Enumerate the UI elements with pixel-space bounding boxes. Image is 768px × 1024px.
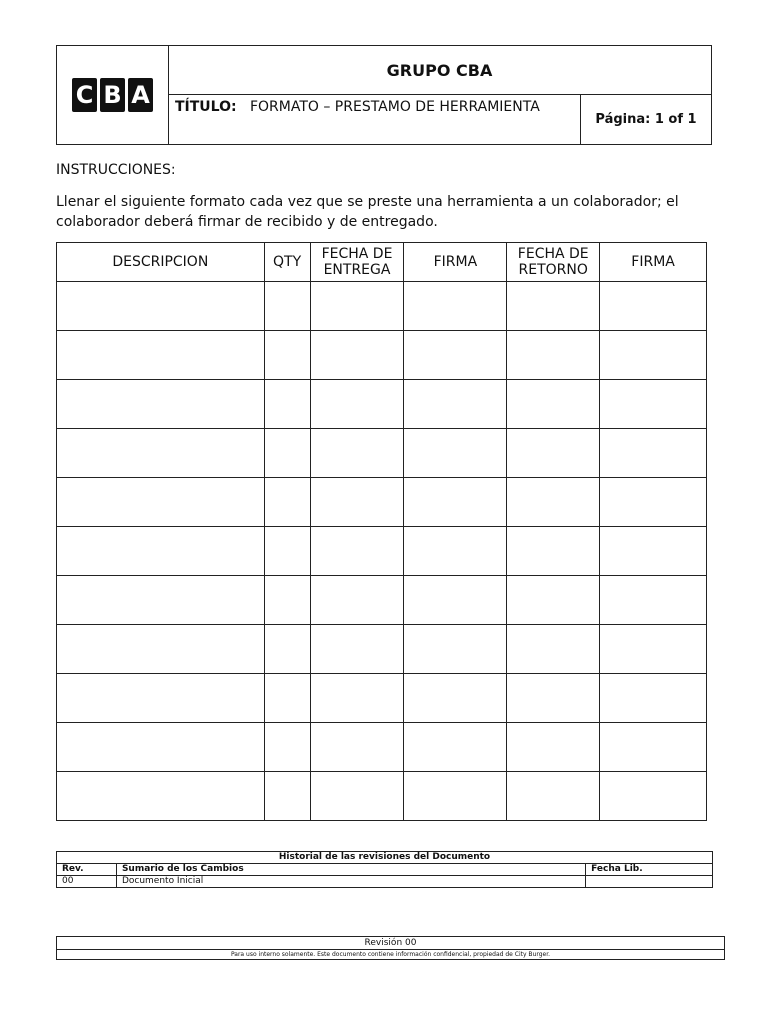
firma-entrega-cell[interactable] <box>404 282 507 331</box>
table-row <box>57 527 707 576</box>
summary-header: Sumario de los Cambios <box>116 864 585 876</box>
fecha-retorno-cell[interactable] <box>507 282 600 331</box>
firma-retorno-cell[interactable] <box>600 282 707 331</box>
loan-table <box>56 242 707 821</box>
table-row <box>57 282 707 331</box>
instructions-body: Llenar el siguiente formato cada vez que se preste una herramienta a un colaborador; el colaborador deberá firmar de recibido y de entregado. <box>56 194 679 230</box>
descripcion-cell[interactable] <box>57 723 265 772</box>
logo-letter-c: C <box>72 78 97 112</box>
qty-cell[interactable] <box>264 478 310 527</box>
firma-entrega-cell[interactable] <box>404 576 507 625</box>
firma-retorno-cell[interactable] <box>600 429 707 478</box>
col-firma-retorno: FIRMA <box>600 243 707 282</box>
page-number: Página: 1 of 1 <box>580 94 711 144</box>
firma-entrega-cell[interactable] <box>404 625 507 674</box>
qty-cell[interactable] <box>264 625 310 674</box>
descripcion-cell[interactable] <box>57 527 265 576</box>
descripcion-cell[interactable] <box>57 625 265 674</box>
fecha-entrega-cell[interactable] <box>310 674 404 723</box>
firma-retorno-cell[interactable] <box>600 576 707 625</box>
fecha-retorno-cell[interactable] <box>507 527 600 576</box>
fecha-entrega-cell[interactable] <box>310 527 404 576</box>
descripcion-cell[interactable] <box>57 331 265 380</box>
table-row <box>57 723 707 772</box>
footer-notice: Para uso interno solamente. Este documento contiene información confidencial, propiedad de City Burger. <box>57 950 725 960</box>
date-header: Fecha Lib. <box>586 864 713 876</box>
firma-retorno-cell[interactable] <box>600 478 707 527</box>
firma-entrega-cell[interactable] <box>404 331 507 380</box>
qty-cell[interactable] <box>264 282 310 331</box>
fecha-retorno-cell[interactable] <box>507 723 600 772</box>
loan-table-header <box>57 243 707 282</box>
firma-entrega-cell[interactable] <box>404 380 507 429</box>
descripcion-cell[interactable] <box>57 380 265 429</box>
instructions-heading: INSTRUCCIONES: <box>56 162 176 178</box>
table-row <box>57 478 707 527</box>
firma-entrega-cell[interactable] <box>404 429 507 478</box>
col-descripcion: DESCRIPCION <box>57 243 265 282</box>
firma-entrega-cell[interactable] <box>404 674 507 723</box>
fecha-entrega-cell[interactable] <box>310 380 404 429</box>
table-row <box>57 772 707 821</box>
descripcion-cell[interactable] <box>57 576 265 625</box>
fecha-retorno-cell[interactable] <box>507 625 600 674</box>
col-firma-entrega: FIRMA <box>404 243 507 282</box>
footer-revision: Revisión 00 <box>57 937 725 950</box>
firma-retorno-cell[interactable] <box>600 380 707 429</box>
date-value <box>586 876 713 888</box>
logo-cell <box>57 46 169 144</box>
firma-retorno-cell[interactable] <box>600 527 707 576</box>
document-title <box>175 98 575 142</box>
qty-cell[interactable] <box>264 527 310 576</box>
fecha-entrega-cell[interactable] <box>310 429 404 478</box>
logo-letter-b: B <box>100 78 125 112</box>
fecha-retorno-cell[interactable] <box>507 380 600 429</box>
firma-retorno-cell[interactable] <box>600 674 707 723</box>
fecha-entrega-cell[interactable] <box>310 576 404 625</box>
fecha-retorno-cell[interactable] <box>507 478 600 527</box>
col-fecha-entrega: FECHA DE ENTREGA <box>310 243 404 282</box>
fecha-entrega-cell[interactable] <box>310 625 404 674</box>
firma-entrega-cell[interactable] <box>404 772 507 821</box>
firma-retorno-cell[interactable] <box>600 625 707 674</box>
firma-entrega-cell[interactable] <box>404 527 507 576</box>
firma-retorno-cell[interactable] <box>600 331 707 380</box>
rev-header: Rev. <box>57 864 117 876</box>
fecha-retorno-cell[interactable] <box>507 429 600 478</box>
firma-entrega-cell[interactable] <box>404 478 507 527</box>
qty-cell[interactable] <box>264 772 310 821</box>
revision-history <box>56 851 713 888</box>
fecha-retorno-cell[interactable] <box>507 331 600 380</box>
title-label: TÍTULO: <box>175 99 237 115</box>
company-name: GRUPO CBA <box>168 46 711 95</box>
revision-row <box>57 876 713 888</box>
logo-letter-a: A <box>128 78 153 112</box>
qty-cell[interactable] <box>264 723 310 772</box>
title-value: FORMATO – PRESTAMO DE HERRAMIENTA <box>249 99 540 115</box>
document-header <box>56 45 712 145</box>
qty-cell[interactable] <box>264 429 310 478</box>
rev-value: 00 <box>57 876 117 888</box>
fecha-entrega-cell[interactable] <box>310 478 404 527</box>
descripcion-cell[interactable] <box>57 674 265 723</box>
qty-cell[interactable] <box>264 576 310 625</box>
col-qty: QTY <box>264 243 310 282</box>
table-row <box>57 576 707 625</box>
descripcion-cell[interactable] <box>57 772 265 821</box>
table-row <box>57 380 707 429</box>
fecha-entrega-cell[interactable] <box>310 282 404 331</box>
revision-header-row <box>57 864 713 876</box>
fecha-entrega-cell[interactable] <box>310 772 404 821</box>
table-row <box>57 625 707 674</box>
fecha-entrega-cell[interactable] <box>310 331 404 380</box>
fecha-retorno-cell[interactable] <box>507 772 600 821</box>
table-row <box>57 674 707 723</box>
qty-cell[interactable] <box>264 331 310 380</box>
page-footer <box>56 936 725 960</box>
descripcion-cell[interactable] <box>57 478 265 527</box>
descripcion-cell[interactable] <box>57 429 265 478</box>
firma-entrega-cell[interactable] <box>404 723 507 772</box>
qty-cell[interactable] <box>264 380 310 429</box>
fecha-retorno-cell[interactable] <box>507 674 600 723</box>
fecha-retorno-cell[interactable] <box>507 576 600 625</box>
summary-value: Documento Inicial <box>116 876 585 888</box>
fecha-entrega-cell[interactable] <box>310 723 404 772</box>
descripcion-cell[interactable] <box>57 282 265 331</box>
firma-retorno-cell[interactable] <box>600 723 707 772</box>
table-row <box>57 429 707 478</box>
revision-history-title: Historial de las revisiones del Documento <box>57 852 713 864</box>
firma-retorno-cell[interactable] <box>600 772 707 821</box>
qty-cell[interactable] <box>264 674 310 723</box>
col-fecha-retorno: FECHA DE RETORNO <box>507 243 600 282</box>
table-row <box>57 331 707 380</box>
cba-logo <box>72 78 153 112</box>
